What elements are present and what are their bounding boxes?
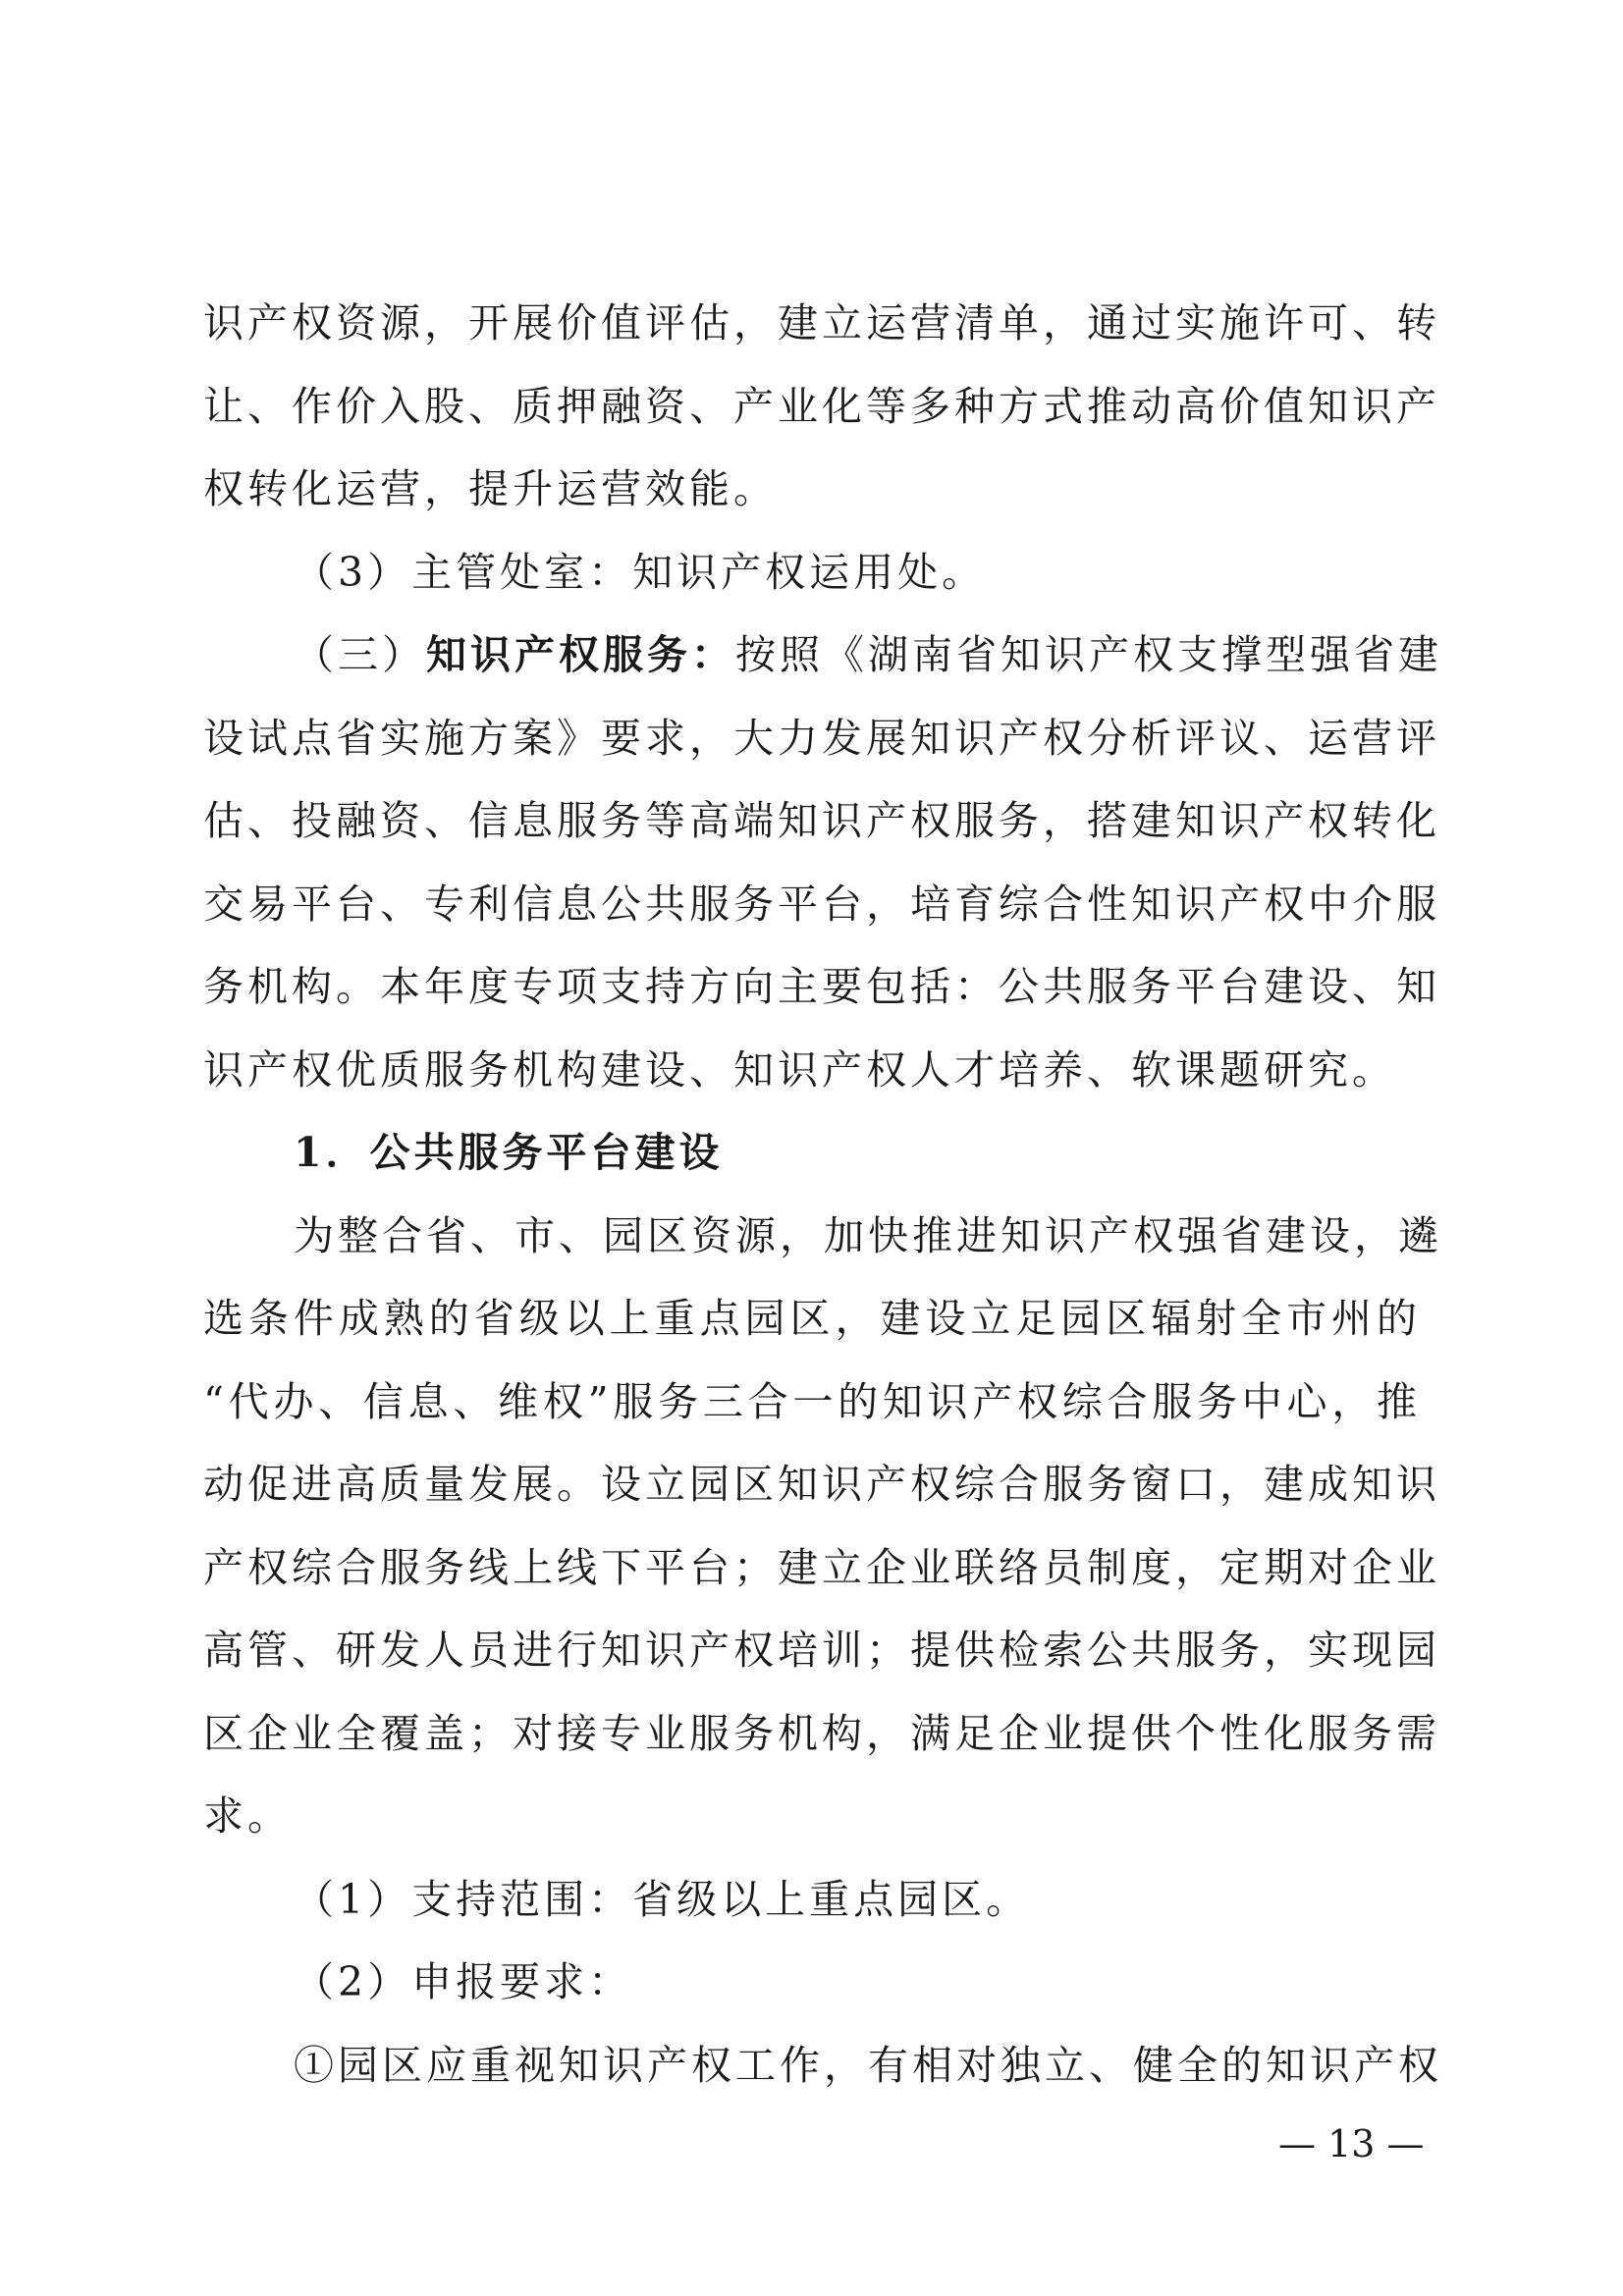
paragraph-line: （1）支持范围：省级以上重点园区。 [294,1876,1031,1923]
paragraph-line: 产权综合服务线上线下平台；建立企业联络员制度，定期对企业 [203,1544,1440,1591]
paragraph-line: 设试点省实施方案》要求，大力发展知识产权分析评议、运营评 [203,715,1440,762]
paragraph-line: （2）申报要求： [294,1958,633,2005]
paragraph-line: 为整合省、市、园区资源，加快推进知识产权强省建设，遴 [294,1212,1442,1259]
paragraph-line: 权转化运营，提升运营效能。 [203,465,778,512]
paragraph-line: 求。 [203,1792,292,1840]
section-title: 知识产权服务： [426,631,735,678]
paragraph-line: 让、作价入股、质押融资、产业化等多种方式推动高价值知识产 [203,383,1440,430]
paragraph-line: ①园区应重视知识产权工作，有相对独立、健全的知识产权 [294,2042,1442,2089]
paragraph-line: 估、投融资、信息服务等高端知识产权服务，搭建知识产权转化 [203,797,1440,844]
paragraph-line: 识产权资源，开展价值评估，建立运营清单，通过实施许可、转 [203,299,1440,347]
section-text: 按照《湖南省知识产权支撑型强省建 [735,631,1442,678]
subsection-heading: 1．公共服务平台建设 [294,1129,724,1176]
paragraph-line: 务机构。本年度专项支持方向主要包括：公共服务平台建设、知 [203,963,1440,1010]
paragraph-line: 识产权优质服务机构建设、知识产权人才培养、软课题研究。 [203,1046,1396,1094]
paragraph-line: 高管、研发人员进行知识产权培训；提供检索公共服务，实现园 [203,1627,1440,1674]
paragraph-line: “代办、信息、维权”服务三合一的知识产权综合服务中心，推 [203,1378,1421,1425]
paragraph-line: 动促进高质量发展。设立园区知识产权综合服务窗口，建成知识 [203,1461,1440,1508]
paragraph-line: 选条件成熟的省级以上重点园区，建设立足园区辐射全市州的 [203,1295,1421,1342]
paragraph-line: （3）主管处室：知识产权运用处。 [294,549,987,596]
page-number: — 13 — [1278,2122,1425,2165]
paragraph-line: 区企业全覆盖；对接专业服务机构，满足企业提供个性化服务需 [203,1710,1440,1757]
paragraph-line: 交易平台、专利信息公共服务平台，培育综合性知识产权中介服 [203,881,1440,928]
section-number: （三） [294,631,426,678]
section-heading-line [294,614,1442,696]
